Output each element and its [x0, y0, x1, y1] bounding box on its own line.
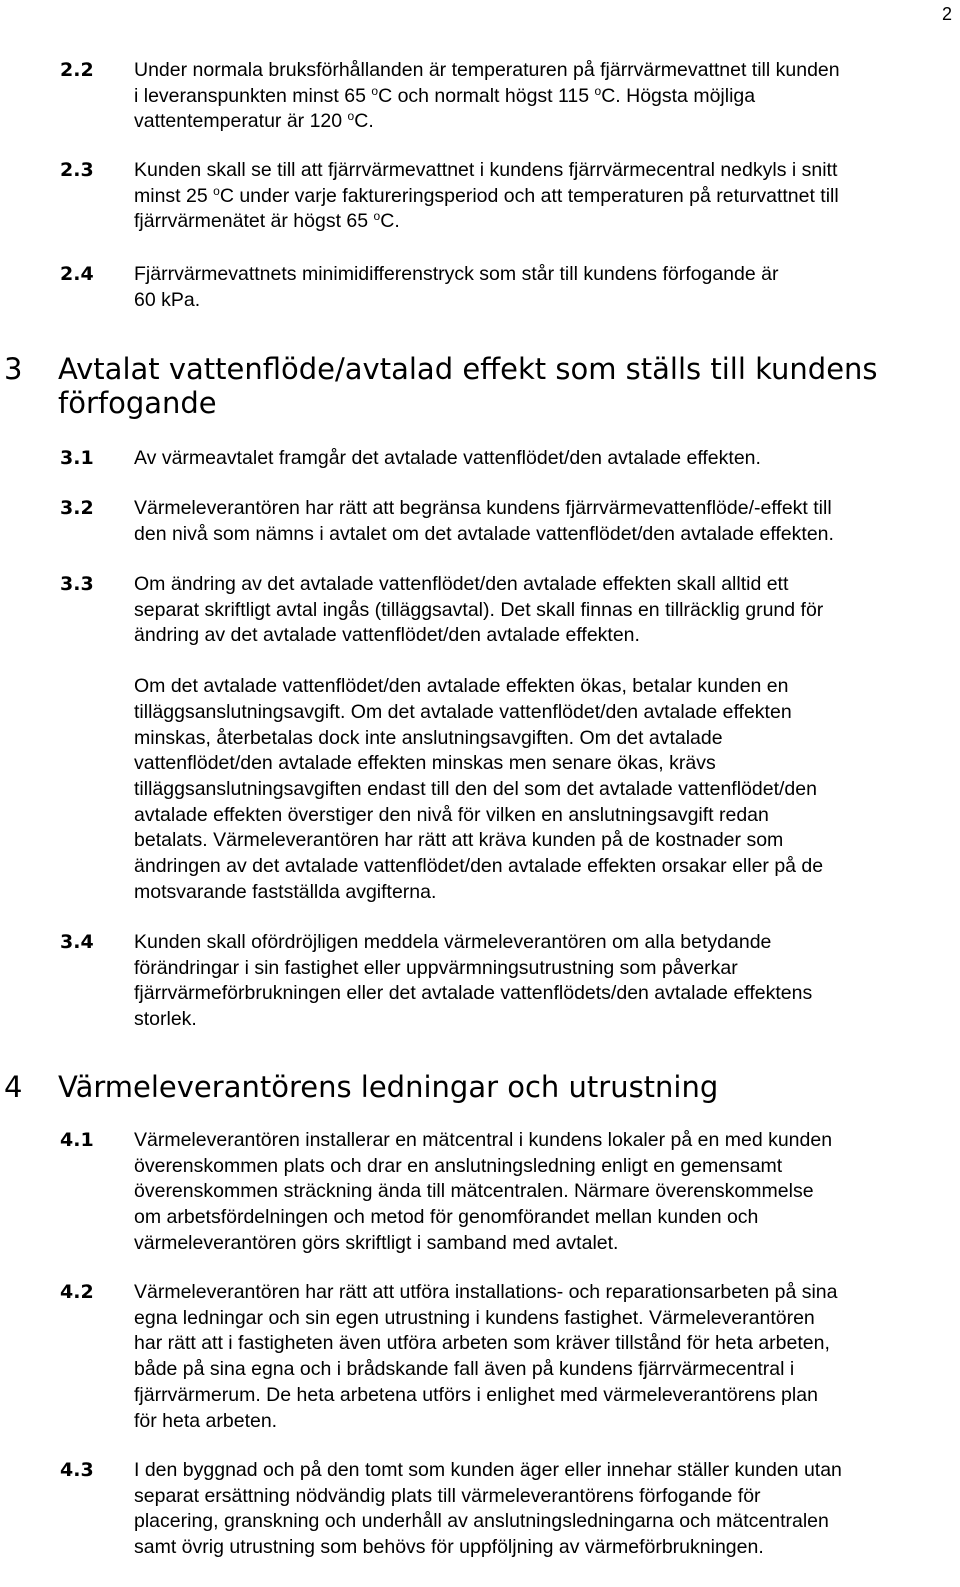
- text-line: avtalade effekten överstiger den nivå för vilken en anslutningsavgift redan: [134, 803, 769, 826]
- text-line: förändringar i sin fastighet eller uppvärmningsutrustning som påverkar: [134, 956, 738, 979]
- page-number: 2: [941, 4, 952, 24]
- text-line: Om ändring av det avtalade vattenflödet/den avtalade effekten skall alltid ett: [134, 573, 789, 595]
- text-line: betalats. Värmeleverantören har rätt att kräva kunden på de kostnader som: [134, 829, 784, 852]
- text-line: tilläggsanslutningsavgift. Om det avtalade vattenflödet/den avtalade effekten: [134, 700, 792, 723]
- text-line: överenskommen plats och drar en anslutningsledning enligt en gemensamt: [134, 1154, 783, 1177]
- text-line: värmeleverantören görs skriftligt i samband med avtalet.: [134, 1231, 619, 1254]
- clause-3-1: [0, 446, 960, 472]
- text-line: om arbetsfördelningen och metod för genomförandet mellan kunden och: [134, 1206, 759, 1229]
- clause-text: [134, 1128, 950, 1257]
- section-heading-4: [0, 1070, 960, 1104]
- clause-number: 2.2: [60, 59, 94, 81]
- clause-number: 4.1: [60, 1129, 94, 1151]
- clause-text: [134, 158, 950, 235]
- clause-number: 2.4: [60, 263, 94, 285]
- degree-superscript: o: [213, 183, 220, 198]
- text-line: ändring av det avtalade vattenflödet/den avtalade effekten.: [134, 624, 640, 647]
- clause-3-3: [0, 572, 960, 930]
- text-line: 60 kPa.: [134, 288, 201, 311]
- text-line: Fjärrvärmevattnets minimidifferenstryck som står till kundens förfogande är: [134, 263, 779, 285]
- clause-4-2: [0, 1280, 960, 1434]
- heading-number: 4: [4, 1070, 23, 1104]
- text-line: Kunden skall se till att fjärrvärmevattnet i kundens fjärrvärmecentral nedkyls i snitt: [134, 159, 838, 181]
- clause-3-2: [0, 496, 960, 547]
- clause-text: [134, 262, 950, 313]
- paragraph: [134, 674, 950, 905]
- clause-text: [134, 1458, 950, 1561]
- section-heading-3: [0, 352, 960, 420]
- text-line: motsvarande fastställda avgifterna.: [134, 880, 437, 903]
- text-line: den nivå som nämns i avtalet om det avtalade vattenflödet/den avtalade effekten.: [134, 522, 834, 545]
- text-line: vattenflödet/den avtalade effekten minskas men senare ökas, krävs: [134, 752, 716, 775]
- clause-number: 3.3: [60, 573, 94, 595]
- text-line: fjärrvärmeförbrukningen eller det avtalade vattenflödets/den avtalade effektens: [134, 982, 813, 1005]
- text-line: har rätt att i fastigheten även utföra arbeten som kräver tillstånd för heta arbeten,: [134, 1332, 830, 1355]
- text-line: samt övrig utrustning som behövs för uppföljning av värmeförbrukningen.: [134, 1536, 764, 1559]
- clause-text: [134, 58, 950, 135]
- text-line: i leveranspunkten minst 65 $^o$C och normalt högst 115 $^o$C. Högsta möjliga: [134, 83, 756, 107]
- clause-text: [134, 446, 950, 472]
- text-line: Värmeleverantören har rätt att begränsa kundens fjärrvärmevattenflöde/-effekt till: [134, 497, 832, 519]
- text-line: Kunden skall ofördröjligen meddela värmeleverantören om alla betydande: [134, 931, 772, 953]
- clause-number: 3.1: [60, 447, 94, 469]
- clause-4-1: [0, 1128, 960, 1257]
- text-line: storlek.: [134, 1008, 197, 1031]
- text-line: I den byggnad och på den tomt som kunden äger eller innehar ställer kunden utan: [134, 1459, 842, 1481]
- text-line: för heta arbeten.: [134, 1409, 278, 1432]
- text-line: tilläggsanslutningsavgiften endast till den del som det avtalade vattenflödet/den: [134, 777, 817, 800]
- text-line: fjärrvärmerum. De heta arbetena utförs i enlighet med värmeleverantörens plan: [134, 1383, 818, 1406]
- clause-number: 2.3: [60, 159, 94, 181]
- text-line: Värmeleverantören installerar en mätcentral i kundens lokaler på en med kunden: [134, 1129, 833, 1151]
- clause-4-3: [0, 1458, 960, 1561]
- clause-number: 3.2: [60, 497, 94, 519]
- text-line: minskas, återbetalas dock inte anslutningsavgiften. Om det avtalade: [134, 726, 723, 749]
- text-line: separat skriftligt avtal ingås (tilläggsavtal). Det skall finnas en tillräcklig grund för: [134, 598, 824, 621]
- clause-text: [134, 572, 950, 905]
- heading-number: 3: [4, 352, 23, 386]
- text-line: Värmeleverantören har rätt att utföra installations- och reparationsarbeten på sina: [134, 1281, 838, 1303]
- text-line: ändringen av det avtalade vattenflödet/den avtalade effekten orsakar eller på de: [134, 855, 824, 878]
- degree-superscript: o: [373, 209, 381, 224]
- heading-title: Avtalat vattenflöde/avtalad effekt som ställs till kundens förfogande: [58, 352, 878, 420]
- clause-3-4: [0, 930, 960, 1033]
- text-line: överenskommen sträckning ända till mätcentralen. Närmare överenskommelse: [134, 1180, 814, 1203]
- text-line: både på sina egna och i brådskande fall även på kundens fjärrvärmecentral i: [134, 1358, 795, 1381]
- clause-2-3: [0, 158, 960, 235]
- text-line: placering, granskning och underhåll av anslutningsledningarna och mätcentralen: [134, 1510, 829, 1533]
- clause-text: [134, 1280, 950, 1434]
- paragraph: [134, 572, 950, 649]
- degree-superscript: o: [594, 83, 602, 98]
- text-line: vattentemperatur är 120 $^o$C.: [134, 109, 374, 133]
- clause-number: 4.2: [60, 1281, 94, 1303]
- text-line: Under normala bruksförhållanden är temperaturen på fjärrvärmevattnet till kunden: [134, 59, 840, 81]
- text-line: separat ersättning nödvändig plats till värmeleverantörens förfogande för: [134, 1484, 761, 1507]
- text-line: minst 25 $^o$C under varje faktureringsperiod och att temperaturen på returvattnet till: [134, 183, 839, 207]
- clause-number: 3.4: [60, 931, 94, 953]
- clause-2-2: [0, 58, 960, 135]
- clause-number: 4.3: [60, 1459, 94, 1481]
- clause-text: [134, 930, 950, 1033]
- text-line: fjärrvärmenätet är högst 65 $^o$C.: [134, 209, 400, 233]
- text-line: Av värmeavtalet framgår det avtalade vattenflödet/den avtalade effekten.: [134, 447, 761, 469]
- text-line: Om det avtalade vattenflödet/den avtalade effekten ökas, betalar kunden en: [134, 675, 789, 698]
- heading-title: Värmeleverantörens ledningar och utrustning: [58, 1070, 719, 1104]
- text-line: egna ledningar och sin egen utrustning i kundens fastighet. Värmeleverantören: [134, 1306, 815, 1329]
- degree-superscript: o: [347, 109, 355, 124]
- degree-superscript: o: [371, 83, 379, 98]
- clause-2-4: [0, 262, 960, 313]
- clause-text: [134, 496, 950, 547]
